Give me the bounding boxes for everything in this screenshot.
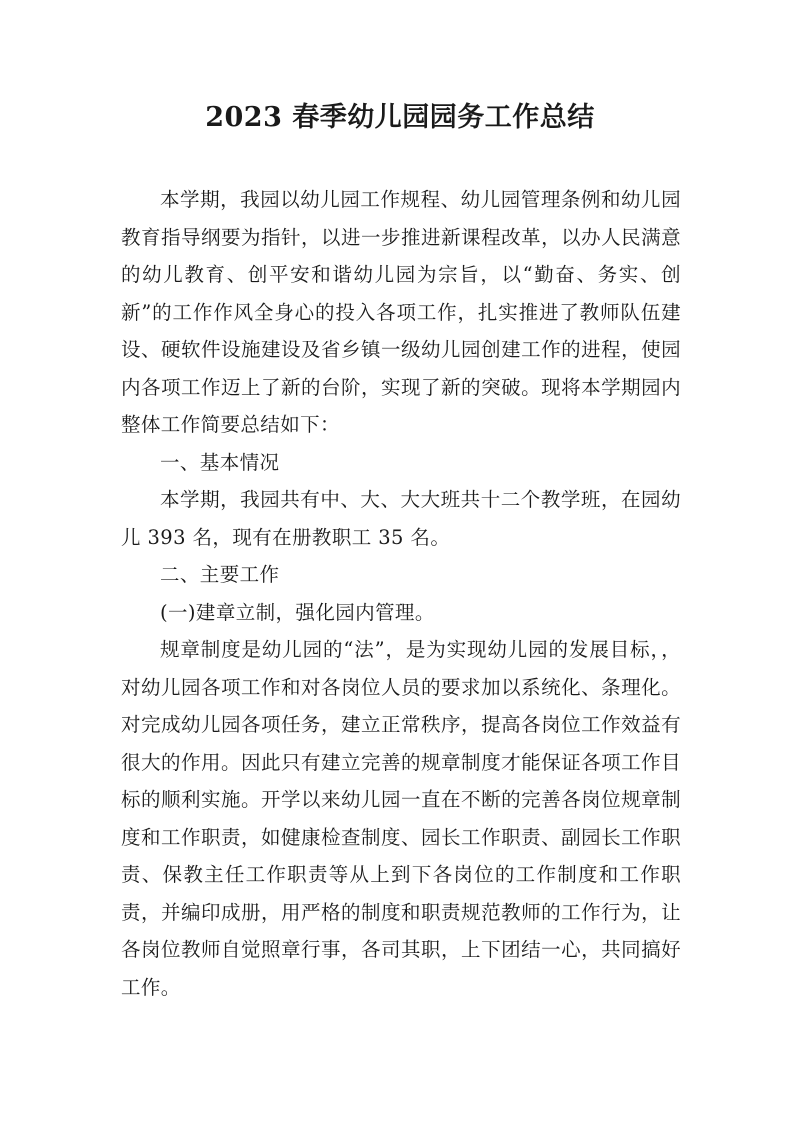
document-title: 2023 春季幼儿园园务工作总结 [205,102,595,133]
rules-paragraph: 规章制度是幼儿园的“法”，是为实现幼儿园的发展目标，，对幼儿园各项工作和对各岗位人员的要求加以系统化、条理化。对完成幼儿园各项任务，建立正常秩序，提高各岗位工作效益有很大的作用。因此只有建立完善的规章制度才能保证各项工作目标的顺利实施。开学以来幼儿园一直在不断的完善各岗位规章制度和工作职责，如健康检查制度、园长工作职责、副园长工作职责、保教主任工作职责等从上到下各岗位的工作制度和工作职责，并编印成册，用严格的制度和职责规范教师的工作行为，让各岗位教师自觉照章行事，各司其职，上下团结一心，共同搞好工作。 [121,638,681,999]
document-body [121,181,681,1006]
basic-info-paragraph: 本学期，我园共有中、大、大大班共十二个教学班，在园幼儿 393 名，现有在册教职工 35 名。 [121,488,681,549]
section-heading-main-work: 二、主要工作 [160,563,280,586]
section-heading-basic: 一、基本情况 [160,450,280,474]
intro-paragraph: 本学期，我园以幼儿园工作规程、幼儿园管理条例和幼儿园教育指导纲要为指针，以进一步推进新课程改革，以办人民满意的幼儿教育、创平安和谐幼儿园为宗旨，以“勤奋、务实、创新”的工作作风全身心的投入各项工作，扎实推进了教师队伍建设、硬软件设施建设及省乡镇一级幼儿园创建工作的进程，使园内各项工作迈上了新的台阶，实现了新的突破。现将本学期园内整体工作简要总结如下： [121,188,681,436]
subsection-heading-rules: (一)建章立制，强化园内管理。 [160,600,435,624]
